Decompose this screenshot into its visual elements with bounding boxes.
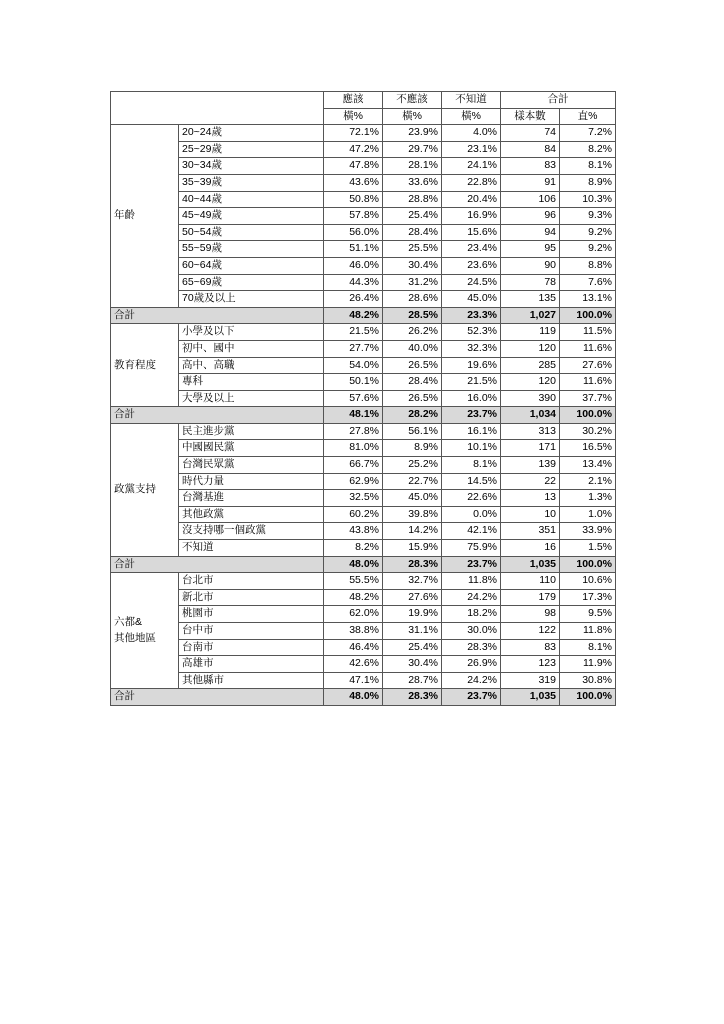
should-not-pct-cell: 30.4%	[383, 257, 442, 274]
should-not-pct-cell: 25.2%	[383, 457, 442, 474]
dont-know-pct-cell: 23.6%	[442, 257, 501, 274]
should-not-pct-cell: 31.1%	[383, 623, 442, 640]
col-pct-cell: 2.1%	[560, 473, 616, 490]
category-label: 60~64歲	[179, 257, 324, 274]
should-not-pct-cell: 28.1%	[383, 158, 442, 175]
col-pct-cell: 7.2%	[560, 125, 616, 142]
col-pct-cell: 8.2%	[560, 141, 616, 158]
should-pct-cell: 42.6%	[324, 656, 383, 673]
col-pct-cell: 33.9%	[560, 523, 616, 540]
table-row	[111, 241, 616, 258]
table-row	[111, 390, 616, 407]
should-not-pct-cell: 28.8%	[383, 191, 442, 208]
should-pct-cell: 54.0%	[324, 357, 383, 374]
should-pct-cell: 32.5%	[324, 490, 383, 507]
subheader-col-pct: 直%	[560, 108, 616, 125]
total-dont-know-pct-cell: 23.3%	[442, 307, 501, 324]
dont-know-pct-cell: 23.1%	[442, 141, 501, 158]
col-pct-cell: 9.5%	[560, 606, 616, 623]
sample-size-cell: 110	[501, 573, 560, 590]
col-pct-cell: 27.6%	[560, 357, 616, 374]
total-col-pct-cell: 100.0%	[560, 407, 616, 424]
category-label: 民主進步黨	[179, 423, 324, 440]
dont-know-pct-cell: 22.6%	[442, 490, 501, 507]
category-label: 台灣基進	[179, 490, 324, 507]
group-label: 年齡	[111, 125, 179, 308]
category-label: 其他政黨	[179, 506, 324, 523]
total-should-pct-cell: 48.0%	[324, 556, 383, 573]
sample-size-cell: 84	[501, 141, 560, 158]
should-pct-cell: 43.8%	[324, 523, 383, 540]
table-row	[111, 656, 616, 673]
should-pct-cell: 60.2%	[324, 506, 383, 523]
should-not-pct-cell: 28.6%	[383, 291, 442, 308]
category-label: 25~29歲	[179, 141, 324, 158]
should-pct-cell: 57.6%	[324, 390, 383, 407]
dont-know-pct-cell: 20.4%	[442, 191, 501, 208]
dont-know-pct-cell: 19.6%	[442, 357, 501, 374]
should-not-pct-cell: 45.0%	[383, 490, 442, 507]
sample-size-cell: 313	[501, 423, 560, 440]
total-label: 合計	[111, 407, 324, 424]
total-should-pct-cell: 48.1%	[324, 407, 383, 424]
dont-know-pct-cell: 24.1%	[442, 158, 501, 175]
total-dont-know-pct-cell: 23.7%	[442, 689, 501, 706]
total-row	[111, 556, 616, 573]
total-col-pct-cell: 100.0%	[560, 689, 616, 706]
table-row	[111, 440, 616, 457]
total-col-pct-cell: 100.0%	[560, 307, 616, 324]
dont-know-pct-cell: 28.3%	[442, 639, 501, 656]
table-row	[111, 457, 616, 474]
category-label: 中國國民黨	[179, 440, 324, 457]
category-label: 65~69歲	[179, 274, 324, 291]
should-pct-cell: 21.5%	[324, 324, 383, 341]
table-row	[111, 274, 616, 291]
dont-know-pct-cell: 4.0%	[442, 125, 501, 142]
should-pct-cell: 50.8%	[324, 191, 383, 208]
dont-know-pct-cell: 42.1%	[442, 523, 501, 540]
table-row	[111, 374, 616, 391]
sample-size-cell: 74	[501, 125, 560, 142]
col-pct-cell: 8.9%	[560, 174, 616, 191]
total-dont-know-pct-cell: 23.7%	[442, 556, 501, 573]
total-col-pct-cell: 100.0%	[560, 556, 616, 573]
category-label: 時代力量	[179, 473, 324, 490]
sample-size-cell: 390	[501, 390, 560, 407]
category-label: 40~44歲	[179, 191, 324, 208]
total-sample-size-cell: 1,034	[501, 407, 560, 424]
category-label: 沒支持哪一個政黨	[179, 523, 324, 540]
should-pct-cell: 47.1%	[324, 672, 383, 689]
total-label: 合計	[111, 556, 324, 573]
table-row	[111, 324, 616, 341]
should-not-pct-cell: 39.8%	[383, 506, 442, 523]
should-not-pct-cell: 40.0%	[383, 340, 442, 357]
dont-know-pct-cell: 24.2%	[442, 589, 501, 606]
sample-size-cell: 135	[501, 291, 560, 308]
sample-size-cell: 139	[501, 457, 560, 474]
category-label: 55~59歲	[179, 241, 324, 258]
table-row	[111, 357, 616, 374]
table-row	[111, 291, 616, 308]
category-label: 台灣民眾黨	[179, 457, 324, 474]
table-row	[111, 540, 616, 557]
should-not-pct-cell: 8.9%	[383, 440, 442, 457]
dont-know-pct-cell: 75.9%	[442, 540, 501, 557]
sample-size-cell: 94	[501, 224, 560, 241]
sample-size-cell: 90	[501, 257, 560, 274]
col-pct-cell: 37.7%	[560, 390, 616, 407]
table-row	[111, 208, 616, 225]
should-pct-cell: 27.8%	[324, 423, 383, 440]
sample-size-cell: 171	[501, 440, 560, 457]
crosstab-table	[110, 91, 616, 706]
dont-know-pct-cell: 24.5%	[442, 274, 501, 291]
should-pct-cell: 8.2%	[324, 540, 383, 557]
should-pct-cell: 47.8%	[324, 158, 383, 175]
should-not-pct-cell: 23.9%	[383, 125, 442, 142]
should-pct-cell: 27.7%	[324, 340, 383, 357]
total-should-pct-cell: 48.0%	[324, 689, 383, 706]
should-pct-cell: 57.8%	[324, 208, 383, 225]
should-pct-cell: 44.3%	[324, 274, 383, 291]
dont-know-pct-cell: 21.5%	[442, 374, 501, 391]
table-row	[111, 523, 616, 540]
subheader-sample-size: 樣本數	[501, 108, 560, 125]
total-label: 合計	[111, 689, 324, 706]
sample-size-cell: 16	[501, 540, 560, 557]
should-not-pct-cell: 22.7%	[383, 473, 442, 490]
category-label: 不知道	[179, 540, 324, 557]
total-row	[111, 407, 616, 424]
col-pct-cell: 11.5%	[560, 324, 616, 341]
should-pct-cell: 26.4%	[324, 291, 383, 308]
should-not-pct-cell: 26.5%	[383, 357, 442, 374]
table-row	[111, 257, 616, 274]
sample-size-cell: 351	[501, 523, 560, 540]
sample-size-cell: 319	[501, 672, 560, 689]
table-row	[111, 589, 616, 606]
should-pct-cell: 43.6%	[324, 174, 383, 191]
category-label: 新北市	[179, 589, 324, 606]
col-pct-cell: 30.2%	[560, 423, 616, 440]
dont-know-pct-cell: 52.3%	[442, 324, 501, 341]
category-label: 小學及以下	[179, 324, 324, 341]
col-pct-cell: 11.9%	[560, 656, 616, 673]
table-row	[111, 174, 616, 191]
header-should: 應該	[324, 92, 383, 109]
should-not-pct-cell: 26.5%	[383, 390, 442, 407]
category-label: 專科	[179, 374, 324, 391]
sample-size-cell: 120	[501, 374, 560, 391]
category-label: 35~39歲	[179, 174, 324, 191]
group-label: 政黨支持	[111, 423, 179, 556]
total-should-not-pct-cell: 28.3%	[383, 689, 442, 706]
should-pct-cell: 47.2%	[324, 141, 383, 158]
dont-know-pct-cell: 45.0%	[442, 291, 501, 308]
subheader-row-pct-2: 橫%	[383, 108, 442, 125]
should-not-pct-cell: 32.7%	[383, 573, 442, 590]
col-pct-cell: 30.8%	[560, 672, 616, 689]
total-label: 合計	[111, 307, 324, 324]
should-not-pct-cell: 27.6%	[383, 589, 442, 606]
should-pct-cell: 72.1%	[324, 125, 383, 142]
sample-size-cell: 120	[501, 340, 560, 357]
table-row	[111, 490, 616, 507]
col-pct-cell: 7.6%	[560, 274, 616, 291]
table-row	[111, 340, 616, 357]
category-label: 初中、國中	[179, 340, 324, 357]
group-label: 教育程度	[111, 324, 179, 407]
table-row	[111, 623, 616, 640]
should-not-pct-cell: 56.1%	[383, 423, 442, 440]
sample-size-cell: 122	[501, 623, 560, 640]
dont-know-pct-cell: 0.0%	[442, 506, 501, 523]
should-not-pct-cell: 19.9%	[383, 606, 442, 623]
table-row	[111, 141, 616, 158]
dont-know-pct-cell: 16.9%	[442, 208, 501, 225]
should-not-pct-cell: 26.2%	[383, 324, 442, 341]
category-label: 45~49歲	[179, 208, 324, 225]
dont-know-pct-cell: 15.6%	[442, 224, 501, 241]
category-label: 台南市	[179, 639, 324, 656]
col-pct-cell: 1.5%	[560, 540, 616, 557]
should-pct-cell: 62.9%	[324, 473, 383, 490]
dont-know-pct-cell: 18.2%	[442, 606, 501, 623]
should-pct-cell: 38.8%	[324, 623, 383, 640]
table-row	[111, 191, 616, 208]
should-not-pct-cell: 28.4%	[383, 224, 442, 241]
category-label: 桃園市	[179, 606, 324, 623]
total-sample-size-cell: 1,035	[501, 689, 560, 706]
dont-know-pct-cell: 26.9%	[442, 656, 501, 673]
header-dont-know: 不知道	[442, 92, 501, 109]
col-pct-cell: 16.5%	[560, 440, 616, 457]
sample-size-cell: 179	[501, 589, 560, 606]
should-pct-cell: 46.0%	[324, 257, 383, 274]
col-pct-cell: 17.3%	[560, 589, 616, 606]
sample-size-cell: 95	[501, 241, 560, 258]
sample-size-cell: 119	[501, 324, 560, 341]
table-row	[111, 573, 616, 590]
header-should-not: 不應該	[383, 92, 442, 109]
category-label: 台北市	[179, 573, 324, 590]
col-pct-cell: 9.3%	[560, 208, 616, 225]
total-should-not-pct-cell: 28.2%	[383, 407, 442, 424]
sample-size-cell: 123	[501, 656, 560, 673]
total-should-pct-cell: 48.2%	[324, 307, 383, 324]
should-not-pct-cell: 25.4%	[383, 639, 442, 656]
group-label: 六都& 其他地區	[111, 573, 179, 689]
header-row-top	[111, 92, 616, 109]
sample-size-cell: 106	[501, 191, 560, 208]
category-label: 其他縣市	[179, 672, 324, 689]
sample-size-cell: 96	[501, 208, 560, 225]
should-not-pct-cell: 30.4%	[383, 656, 442, 673]
dont-know-pct-cell: 11.8%	[442, 573, 501, 590]
should-pct-cell: 56.0%	[324, 224, 383, 241]
total-sample-size-cell: 1,027	[501, 307, 560, 324]
should-not-pct-cell: 29.7%	[383, 141, 442, 158]
sample-size-cell: 285	[501, 357, 560, 374]
sample-size-cell: 22	[501, 473, 560, 490]
should-pct-cell: 66.7%	[324, 457, 383, 474]
dont-know-pct-cell: 8.1%	[442, 457, 501, 474]
sample-size-cell: 13	[501, 490, 560, 507]
col-pct-cell: 8.1%	[560, 158, 616, 175]
table-row	[111, 506, 616, 523]
sample-size-cell: 83	[501, 639, 560, 656]
category-label: 20~24歲	[179, 125, 324, 142]
col-pct-cell: 9.2%	[560, 224, 616, 241]
col-pct-cell: 9.2%	[560, 241, 616, 258]
category-label: 50~54歲	[179, 224, 324, 241]
dont-know-pct-cell: 10.1%	[442, 440, 501, 457]
dont-know-pct-cell: 16.0%	[442, 390, 501, 407]
sample-size-cell: 10	[501, 506, 560, 523]
dont-know-pct-cell: 24.2%	[442, 672, 501, 689]
dont-know-pct-cell: 30.0%	[442, 623, 501, 640]
total-should-not-pct-cell: 28.3%	[383, 556, 442, 573]
total-dont-know-pct-cell: 23.7%	[442, 407, 501, 424]
col-pct-cell: 11.8%	[560, 623, 616, 640]
dont-know-pct-cell: 14.5%	[442, 473, 501, 490]
sample-size-cell: 83	[501, 158, 560, 175]
total-should-not-pct-cell: 28.5%	[383, 307, 442, 324]
category-label: 大學及以上	[179, 390, 324, 407]
should-pct-cell: 50.1%	[324, 374, 383, 391]
table-row	[111, 224, 616, 241]
dont-know-pct-cell: 22.8%	[442, 174, 501, 191]
should-not-pct-cell: 14.2%	[383, 523, 442, 540]
col-pct-cell: 1.0%	[560, 506, 616, 523]
header-corner-cell	[111, 92, 324, 125]
should-not-pct-cell: 15.9%	[383, 540, 442, 557]
should-pct-cell: 62.0%	[324, 606, 383, 623]
sample-size-cell: 98	[501, 606, 560, 623]
category-label: 台中市	[179, 623, 324, 640]
col-pct-cell: 10.6%	[560, 573, 616, 590]
table-row	[111, 423, 616, 440]
should-pct-cell: 46.4%	[324, 639, 383, 656]
col-pct-cell: 10.3%	[560, 191, 616, 208]
table-row	[111, 158, 616, 175]
table-row	[111, 639, 616, 656]
col-pct-cell: 11.6%	[560, 340, 616, 357]
col-pct-cell: 1.3%	[560, 490, 616, 507]
category-label: 高中、高職	[179, 357, 324, 374]
col-pct-cell: 8.8%	[560, 257, 616, 274]
dont-know-pct-cell: 16.1%	[442, 423, 501, 440]
table-row	[111, 473, 616, 490]
category-label: 高雄市	[179, 656, 324, 673]
col-pct-cell: 13.1%	[560, 291, 616, 308]
col-pct-cell: 13.4%	[560, 457, 616, 474]
should-pct-cell: 55.5%	[324, 573, 383, 590]
sample-size-cell: 91	[501, 174, 560, 191]
table-row	[111, 672, 616, 689]
should-pct-cell: 48.2%	[324, 589, 383, 606]
should-pct-cell: 51.1%	[324, 241, 383, 258]
category-label: 30~34歲	[179, 158, 324, 175]
should-not-pct-cell: 31.2%	[383, 274, 442, 291]
col-pct-cell: 11.6%	[560, 374, 616, 391]
should-not-pct-cell: 25.5%	[383, 241, 442, 258]
total-row	[111, 689, 616, 706]
col-pct-cell: 8.1%	[560, 639, 616, 656]
should-not-pct-cell: 28.7%	[383, 672, 442, 689]
dont-know-pct-cell: 23.4%	[442, 241, 501, 258]
should-not-pct-cell: 33.6%	[383, 174, 442, 191]
header-total: 合計	[501, 92, 616, 109]
should-pct-cell: 81.0%	[324, 440, 383, 457]
table-row	[111, 125, 616, 142]
table-row	[111, 606, 616, 623]
total-row	[111, 307, 616, 324]
sample-size-cell: 78	[501, 274, 560, 291]
total-sample-size-cell: 1,035	[501, 556, 560, 573]
subheader-row-pct-3: 橫%	[442, 108, 501, 125]
should-not-pct-cell: 25.4%	[383, 208, 442, 225]
dont-know-pct-cell: 32.3%	[442, 340, 501, 357]
category-label: 70歲及以上	[179, 291, 324, 308]
should-not-pct-cell: 28.4%	[383, 374, 442, 391]
subheader-row-pct-1: 橫%	[324, 108, 383, 125]
